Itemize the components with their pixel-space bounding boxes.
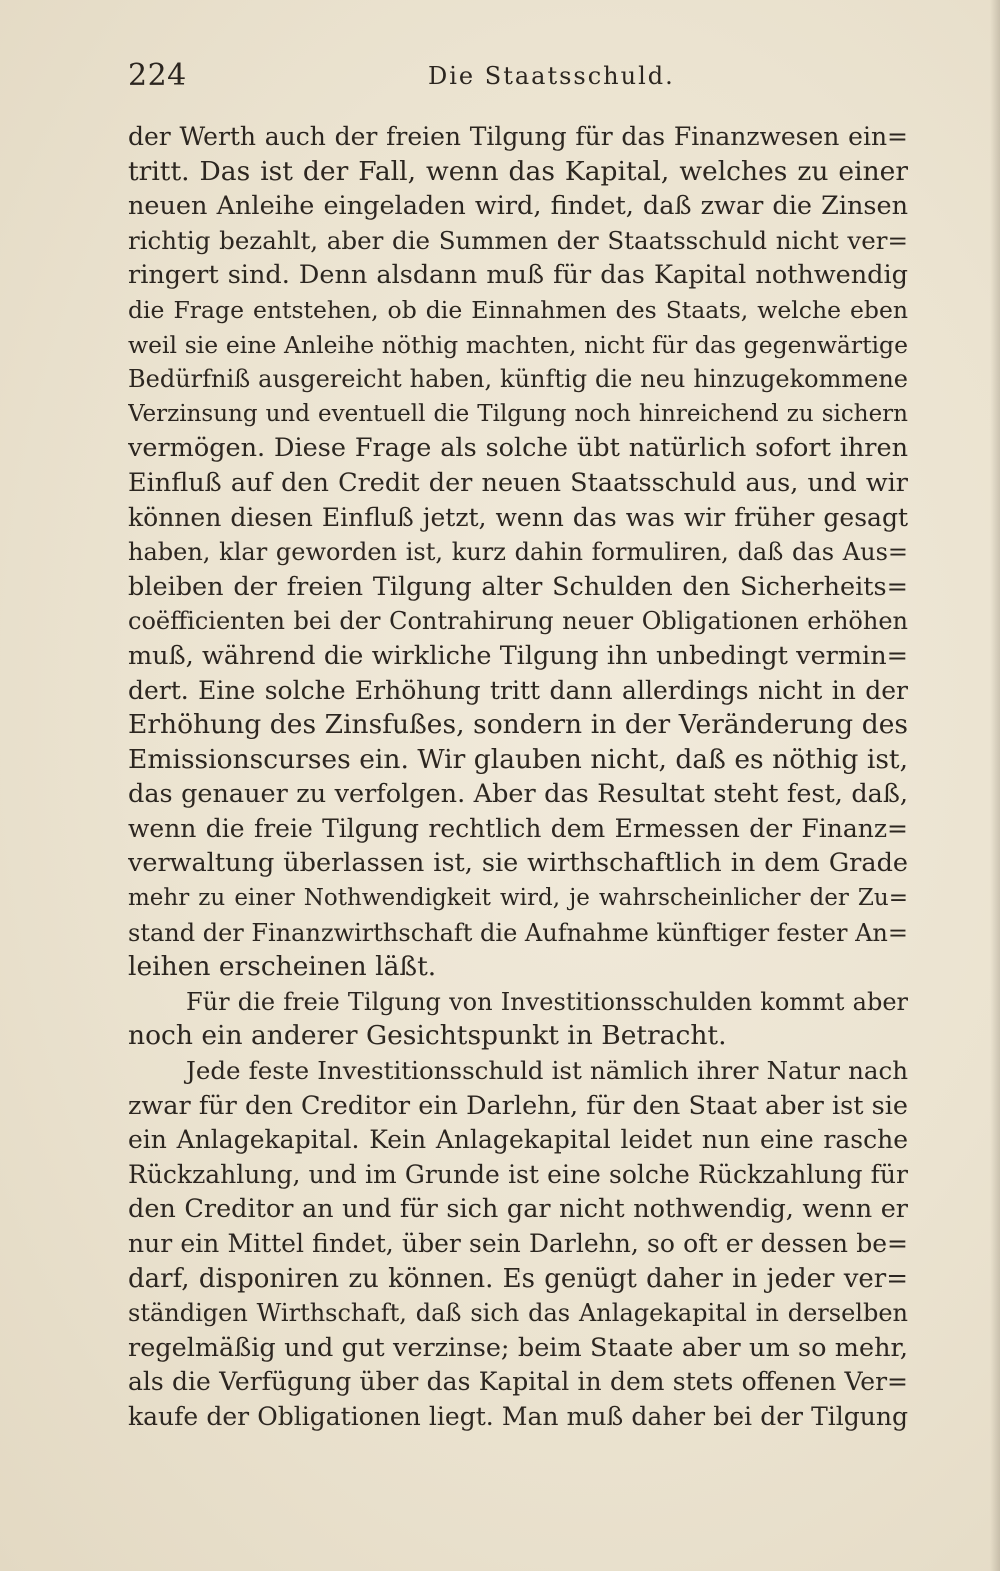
text-line: Einfluß auf den Credit der neuen Staatsschuld aus, und wir (128, 467, 908, 498)
text-line: Bedürfniß ausgereicht haben, künftig die neu hinzugekommene (128, 365, 908, 394)
text-line: Verzinsung und eventuell die Tilgung noch hinreichend zu sichern (128, 400, 908, 427)
text-line: weil sie eine Anleihe nöthig machten, nicht für das gegenwärtige (128, 330, 908, 359)
text-line: das genauer zu verfolgen. Aber das Resultat steht fest, daß, (128, 779, 908, 810)
text-line: richtig bezahlt, aber die Summen der Staatsschuld nicht ver= (128, 225, 908, 255)
text-line: Rückzahlung, und im Grunde ist eine solche Rückzahlung für (128, 1159, 908, 1189)
text-line: Emissionscurses ein. Wir glauben nicht, daß es nöthig ist, (128, 743, 908, 775)
text-line: bleiben der freien Tilgung alter Schulden den Sicherheits= (128, 571, 908, 602)
text-line: dert. Eine solche Erhöhung tritt dann allerdings nicht in der (128, 675, 908, 705)
page-edge-shadow (990, 0, 1000, 1571)
text-line: als die Verfügung über das Kapital in dem stets offenen Ver= (128, 1367, 908, 1397)
text-line: Erhöhung des Zinsfußes, sondern in der Veränderung des (128, 709, 908, 741)
page-number: 224 (128, 58, 187, 93)
text-line: verwaltung überlassen ist, sie wirthschaftlich in dem Grade (128, 848, 908, 879)
text-line: vermögen. Diese Frage als solche übt natürlich sofort ihren (128, 433, 908, 464)
text-line: den Creditor an und für sich gar nicht nothwendig, wenn er (128, 1194, 908, 1225)
text-line: kaufe der Obligationen liegt. Man muß daher bei der Tilgung (128, 1401, 908, 1431)
paragraph-start-line: Jede feste Investitionsschuld ist nämlich ihrer Natur nach (186, 1056, 908, 1086)
text-line: die Frage entstehen, ob die Einnahmen des Staats, welche eben (128, 295, 908, 324)
text-line: mehr zu einer Nothwendigkeit wird, je wahrscheinlicher der Zu= (128, 885, 908, 912)
text-line: darf, disponiren zu können. Es genügt daher in jeder ver= (128, 1263, 908, 1294)
paragraph-end-line: leihen erscheinen läßt. (128, 951, 437, 983)
text-line: regelmäßig und gut verzinse; beim Staate aber um so mehr, (128, 1332, 908, 1363)
text-line: der Werth auch der freien Tilgung für das Finanzwesen ein= (128, 122, 908, 151)
text-line: coëfficienten bei der Contrahirung neuer Obligationen erhöhen (128, 607, 908, 636)
running-head: Die Staatsschuld. (428, 62, 675, 90)
text-line: neuen Anleihe eingeladen wird, findet, daß zwar die Zinsen (128, 191, 908, 222)
text-line: wenn die freie Tilgung rechtlich dem Ermessen der Finanz= (128, 813, 908, 843)
text-line: nur ein Mittel findet, über sein Darlehn, so oft er dessen be= (128, 1229, 908, 1258)
text-line: ringert sind. Denn alsdann muß für das Kapital nothwendig (128, 260, 908, 291)
text-line: ein Anlagekapital. Kein Anlagekapital leidet nun eine rasche (128, 1125, 908, 1155)
paragraph-start-line: Für die freie Tilgung von Investitionsschulden kommt aber (186, 987, 908, 1016)
page-header (128, 56, 908, 106)
text-line: ständigen Wirthschaft, daß sich das Anlagekapital in derselben (128, 1299, 908, 1328)
text-line: tritt. Das ist der Fall, wenn das Kapital, welches zu einer (128, 155, 908, 187)
body-text (128, 120, 908, 1435)
text-line: können diesen Einfluß jetzt, wenn das was wir früher gesagt (128, 502, 908, 532)
text-line: muß, während die wirkliche Tilgung ihn unbedingt vermin= (128, 640, 908, 671)
text-line: stand der Finanzwirthschaft die Aufnahme künftiger fester An= (128, 918, 908, 947)
text-line: zwar für den Creditor ein Darlehn, für den Staat aber ist sie (128, 1090, 908, 1121)
text-line: haben, klar geworden ist, kurz dahin formuliren, daß das Aus= (128, 538, 908, 567)
paragraph-end-line: noch ein anderer Gesichtspunkt in Betracht. (128, 1020, 727, 1052)
